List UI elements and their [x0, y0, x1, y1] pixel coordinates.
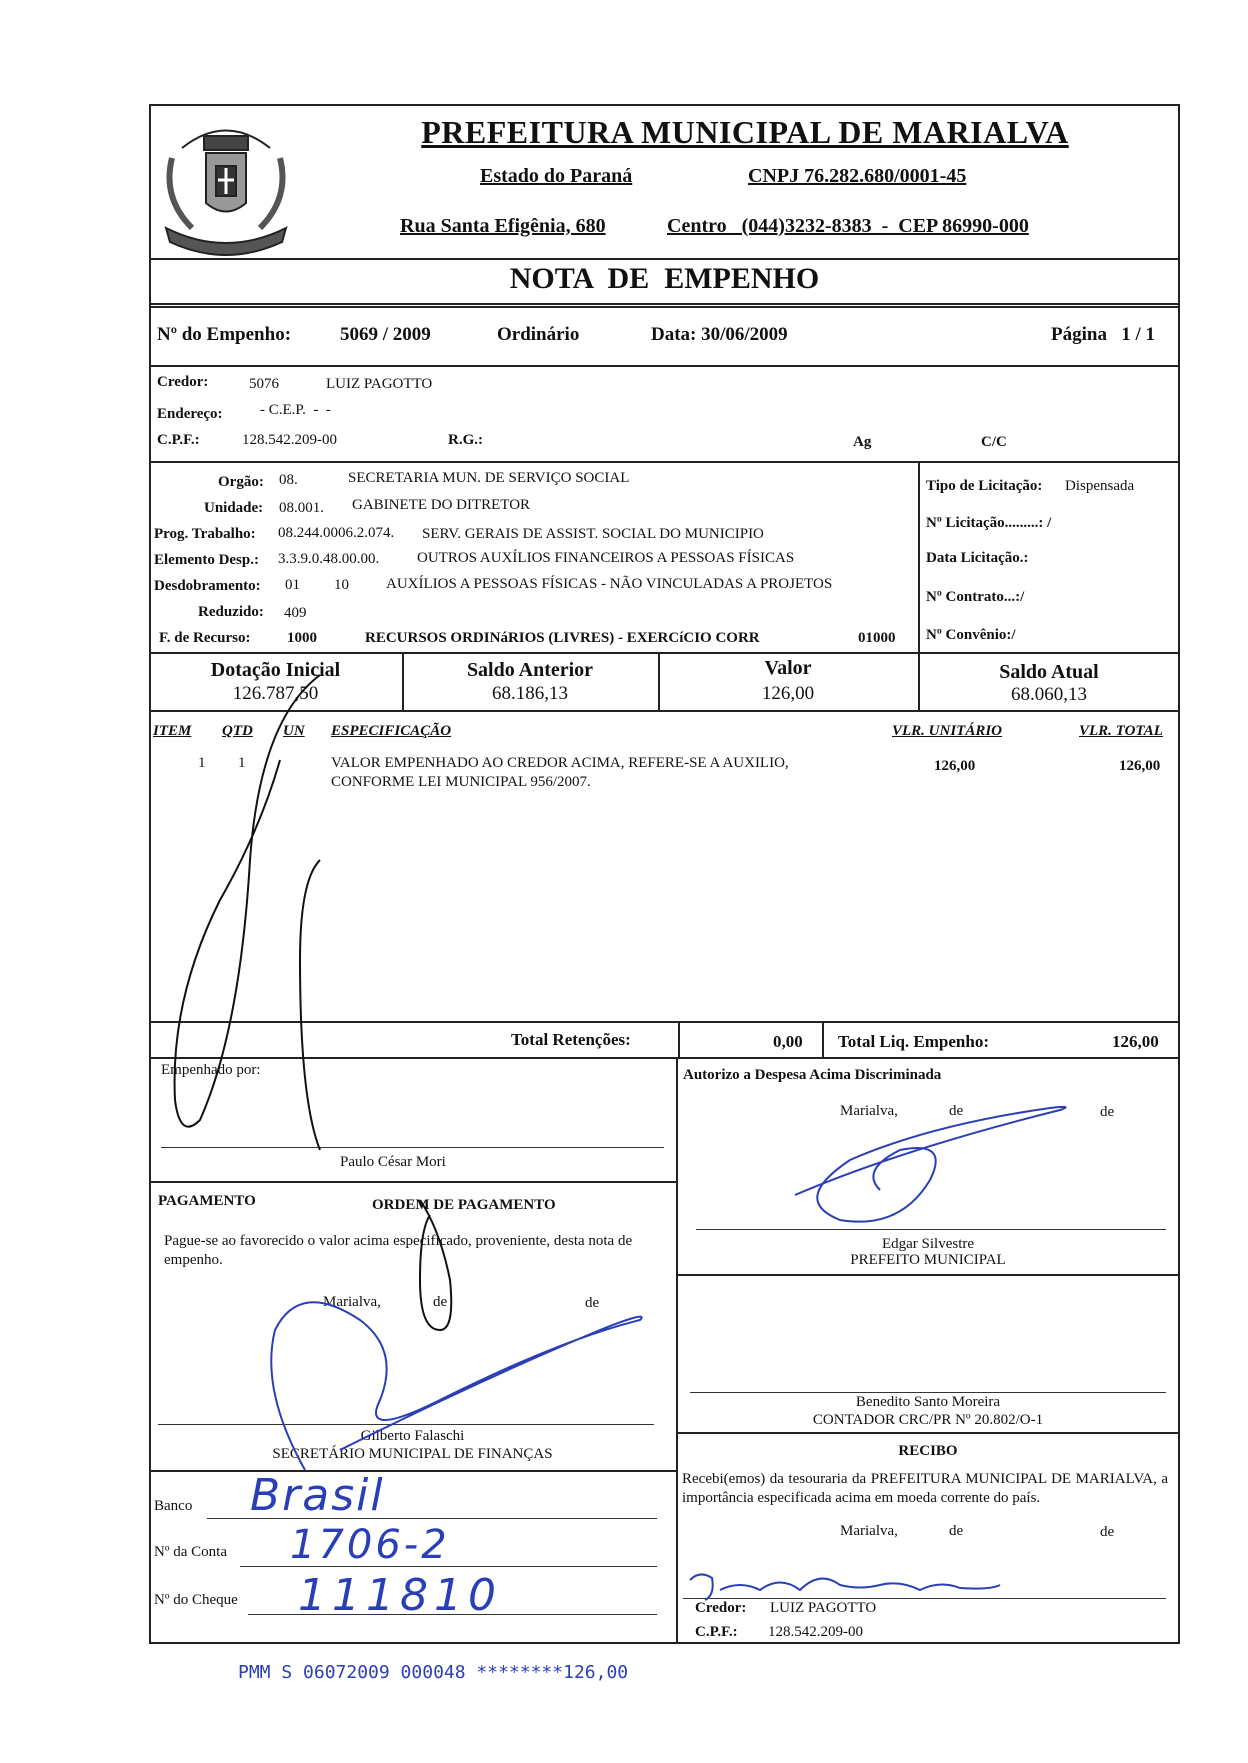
item-espec-line2: CONFORME LEI MUNICIPAL 956/2007. — [331, 774, 591, 790]
valor-label: Valor — [764, 657, 812, 679]
machine-stamp: PMM S 06072009 000048 ********126,00 — [238, 1662, 629, 1683]
total-retencoes-label: Total Retenções: — [511, 1030, 631, 1049]
saldo-anterior: 68.186,13 — [492, 683, 568, 704]
divider — [822, 1021, 824, 1057]
banco-value: Brasil — [250, 1470, 385, 1521]
recibo-de2: de — [1100, 1524, 1115, 1540]
elemento: OUTROS AUXÍLIOS FINANCEIROS A PESSOAS FÍSICAS — [417, 550, 795, 566]
reduzido-label: Reduzido: — [198, 604, 264, 620]
divider — [149, 303, 1180, 305]
num-convenio: Nº Convênio:/ — [926, 627, 1016, 643]
ordem-pagamento-label: ORDEM DE PAGAMENTO — [372, 1197, 556, 1213]
signature-line — [161, 1147, 664, 1148]
credor-label: Credor: — [157, 374, 209, 390]
divider — [676, 1432, 1180, 1434]
col-un: UN — [283, 723, 305, 739]
contador-role: CONTADOR CRC/PR Nº 20.802/O-1 — [812, 1412, 1044, 1428]
empenho-date: Data: 30/06/2009 — [651, 324, 788, 345]
divider — [149, 652, 1180, 654]
recurso: RECURSOS ORDINáRIOS (LIVRES) - EXERCíCIO CORR — [365, 630, 760, 646]
divider — [149, 258, 1180, 260]
saldo-atual: 68.060,13 — [1011, 684, 1087, 705]
num-licitacao: Nº Licitação.........: / — [926, 515, 1052, 531]
recibo-credor: LUIZ PAGOTTO — [770, 1600, 877, 1616]
recibo-cpf-label: C.P.F.: — [695, 1624, 738, 1640]
desdobramento: AUXÍLIOS A PESSOAS FÍSICAS - NÃO VINCULADAS A PROJETOS — [386, 576, 833, 592]
col-vlr-total: VLR. TOTAL — [1079, 723, 1163, 739]
item-espec-line1: VALOR EMPENHADO AO CREDOR ACIMA, REFERE-SE A AUXILIO, — [331, 755, 789, 771]
saldo-atual-label: Saldo Atual — [999, 661, 1099, 683]
autorizo-de1: de — [949, 1103, 964, 1119]
prefeitura-title: PREFEITURA MUNICIPAL DE MARIALVA — [421, 114, 1069, 150]
empenhado-name: Paulo César Mori — [340, 1154, 446, 1170]
signature-line — [158, 1424, 654, 1425]
cheque-value: 111810 — [298, 1570, 502, 1621]
valor: 126,00 — [761, 683, 815, 704]
elemento-code: 3.3.9.0.48.00.00. — [278, 551, 380, 567]
doc-title: NOTA DE EMPENHO — [509, 262, 820, 295]
col-qtd: QTD — [222, 723, 253, 739]
unidade-code: 08.001. — [279, 500, 324, 516]
state-name: Estado do Paraná — [480, 165, 633, 187]
divider — [149, 365, 1180, 367]
reduzido: 409 — [284, 605, 307, 621]
item-vlr-total: 126,00 — [1119, 758, 1161, 774]
divider — [149, 461, 1180, 463]
divider — [678, 1021, 680, 1057]
coat-of-arms-logo — [152, 108, 300, 258]
secretario-role: SECRETÁRIO MUNICIPAL DE FINANÇAS — [272, 1446, 553, 1462]
tipo-licitacao: Dispensada — [1065, 478, 1135, 494]
item-qtd: 1 — [238, 755, 246, 771]
cc-label: C/C — [981, 434, 1007, 450]
recibo-city: Marialva, — [840, 1523, 898, 1539]
recibo-text: Recebi(emos) da tesouraria da PREFEITURA MUNICIPAL DE MARIALVA, a importância especificada acima em moeda corrente do país. — [682, 1471, 1168, 1506]
pagamento-text: Pague-se ao favorecido o valor acima especificado, proveniente, desta nota de empenho. — [164, 1233, 633, 1268]
recibo-credor-label: Credor: — [695, 1600, 747, 1616]
cnpj: CNPJ 76.282.680/0001-45 — [748, 165, 967, 187]
conta-value: 1706-2 — [290, 1522, 450, 1568]
credor-name: LUIZ PAGOTTO — [326, 376, 433, 392]
desdobramento-a: 01 — [285, 577, 300, 593]
total-liq: 126,00 — [1112, 1032, 1159, 1051]
cpf-label: C.P.F.: — [157, 432, 200, 448]
contador-name: Benedito Santo Moreira — [855, 1394, 1001, 1410]
autorizo-city: Marialva, — [840, 1103, 898, 1119]
item-vlr-unitario: 126,00 — [934, 758, 976, 774]
recurso-num: 01000 — [858, 630, 896, 646]
pagamento-label: PAGAMENTO — [158, 1193, 256, 1209]
data-licitacao: Data Licitação.: — [926, 550, 1029, 566]
recurso-code: 1000 — [287, 630, 317, 646]
divider — [149, 1021, 1180, 1023]
elemento-label: Elemento Desp.: — [154, 552, 259, 568]
empenho-type: Ordinário — [497, 324, 580, 345]
item-num: 1 — [198, 755, 206, 771]
cpf: 128.542.209-00 — [242, 432, 337, 448]
unidade-label: Unidade: — [204, 500, 264, 516]
secretario-name: Gilberto Falaschi — [360, 1428, 465, 1444]
ag-label: Ag — [853, 434, 872, 450]
cheque-label: Nº do Cheque — [154, 1592, 238, 1608]
tipo-licitacao-label: Tipo de Licitação: — [926, 478, 1043, 494]
divider — [149, 306, 1180, 308]
recurso-label: F. de Recurso: — [159, 630, 251, 646]
col-especificacao: ESPECIFICAÇÃO — [331, 723, 452, 739]
pagamento-de2: de — [585, 1295, 600, 1311]
address: Rua Santa Efigênia, 680 — [400, 215, 606, 237]
endereco: - C.E.P. - - — [260, 402, 331, 418]
signature-line — [696, 1229, 1166, 1230]
prog-code: 08.244.0006.2.074. — [278, 525, 395, 541]
prog: SERV. GERAIS DE ASSIST. SOCIAL DO MUNICIPIO — [422, 526, 764, 542]
divider — [676, 1057, 678, 1644]
empenho-num-label: Nº do Empenho: — [157, 324, 292, 345]
prefeito-name: Edgar Silvestre — [881, 1236, 975, 1252]
col-item: ITEM — [153, 723, 192, 739]
autorizo-label: Autorizo a Despesa Acima Discriminada — [683, 1067, 942, 1083]
total-retencoes: 0,00 — [773, 1032, 803, 1051]
desdobramento-label: Desdobramento: — [154, 578, 261, 594]
empenho-num: 5069 / 2009 — [340, 324, 431, 345]
contact: Centro (044)3232-8383 - CEP 86990-000 — [667, 215, 1029, 237]
credor-code: 5076 — [249, 376, 279, 392]
empenhado-label: Empenhado por: — [161, 1062, 261, 1078]
recibo-cpf: 128.542.209-00 — [768, 1624, 863, 1640]
autorizo-de2: de — [1100, 1104, 1115, 1120]
rg-label: R.G.: — [448, 432, 483, 448]
col-vlr-unitario: VLR. UNITÁRIO — [892, 723, 1003, 739]
recibo-de1: de — [949, 1523, 964, 1539]
page-number: Página 1 / 1 — [1051, 324, 1155, 345]
divider — [149, 710, 1180, 712]
recibo-label: RECIBO — [898, 1443, 958, 1459]
banco-label: Banco — [154, 1498, 193, 1514]
saldo-anterior-label: Saldo Anterior — [466, 659, 594, 681]
prefeito-role: PREFEITO MUNICIPAL — [850, 1252, 1006, 1268]
dotacao-inicial-label: Dotação Inicial — [210, 659, 341, 681]
divider — [676, 1274, 1180, 1276]
prog-label: Prog. Trabalho: — [154, 526, 256, 542]
conta-label: Nº da Conta — [154, 1544, 227, 1560]
signature-line — [690, 1392, 1166, 1393]
orgao: SECRETARIA MUN. DE SERVIÇO SOCIAL — [348, 470, 630, 486]
divider — [918, 461, 920, 652]
total-liq-label: Total Liq. Empenho: — [838, 1032, 989, 1051]
divider — [149, 1470, 676, 1472]
pagamento-city: Marialva, — [323, 1294, 381, 1310]
num-contrato: Nº Contrato...:/ — [926, 589, 1025, 605]
orgao-code: 08. — [279, 472, 298, 488]
orgao-label: Orgão: — [218, 474, 264, 490]
dotacao-inicial: 126.787,50 — [232, 683, 319, 704]
divider — [149, 1181, 676, 1183]
unidade: GABINETE DO DITRETOR — [352, 497, 531, 513]
divider — [149, 1057, 1180, 1059]
signature-line — [683, 1598, 1166, 1599]
desdobramento-b: 10 — [334, 577, 349, 593]
pagamento-de1: de — [433, 1294, 448, 1310]
endereco-label: Endereço: — [157, 406, 223, 422]
